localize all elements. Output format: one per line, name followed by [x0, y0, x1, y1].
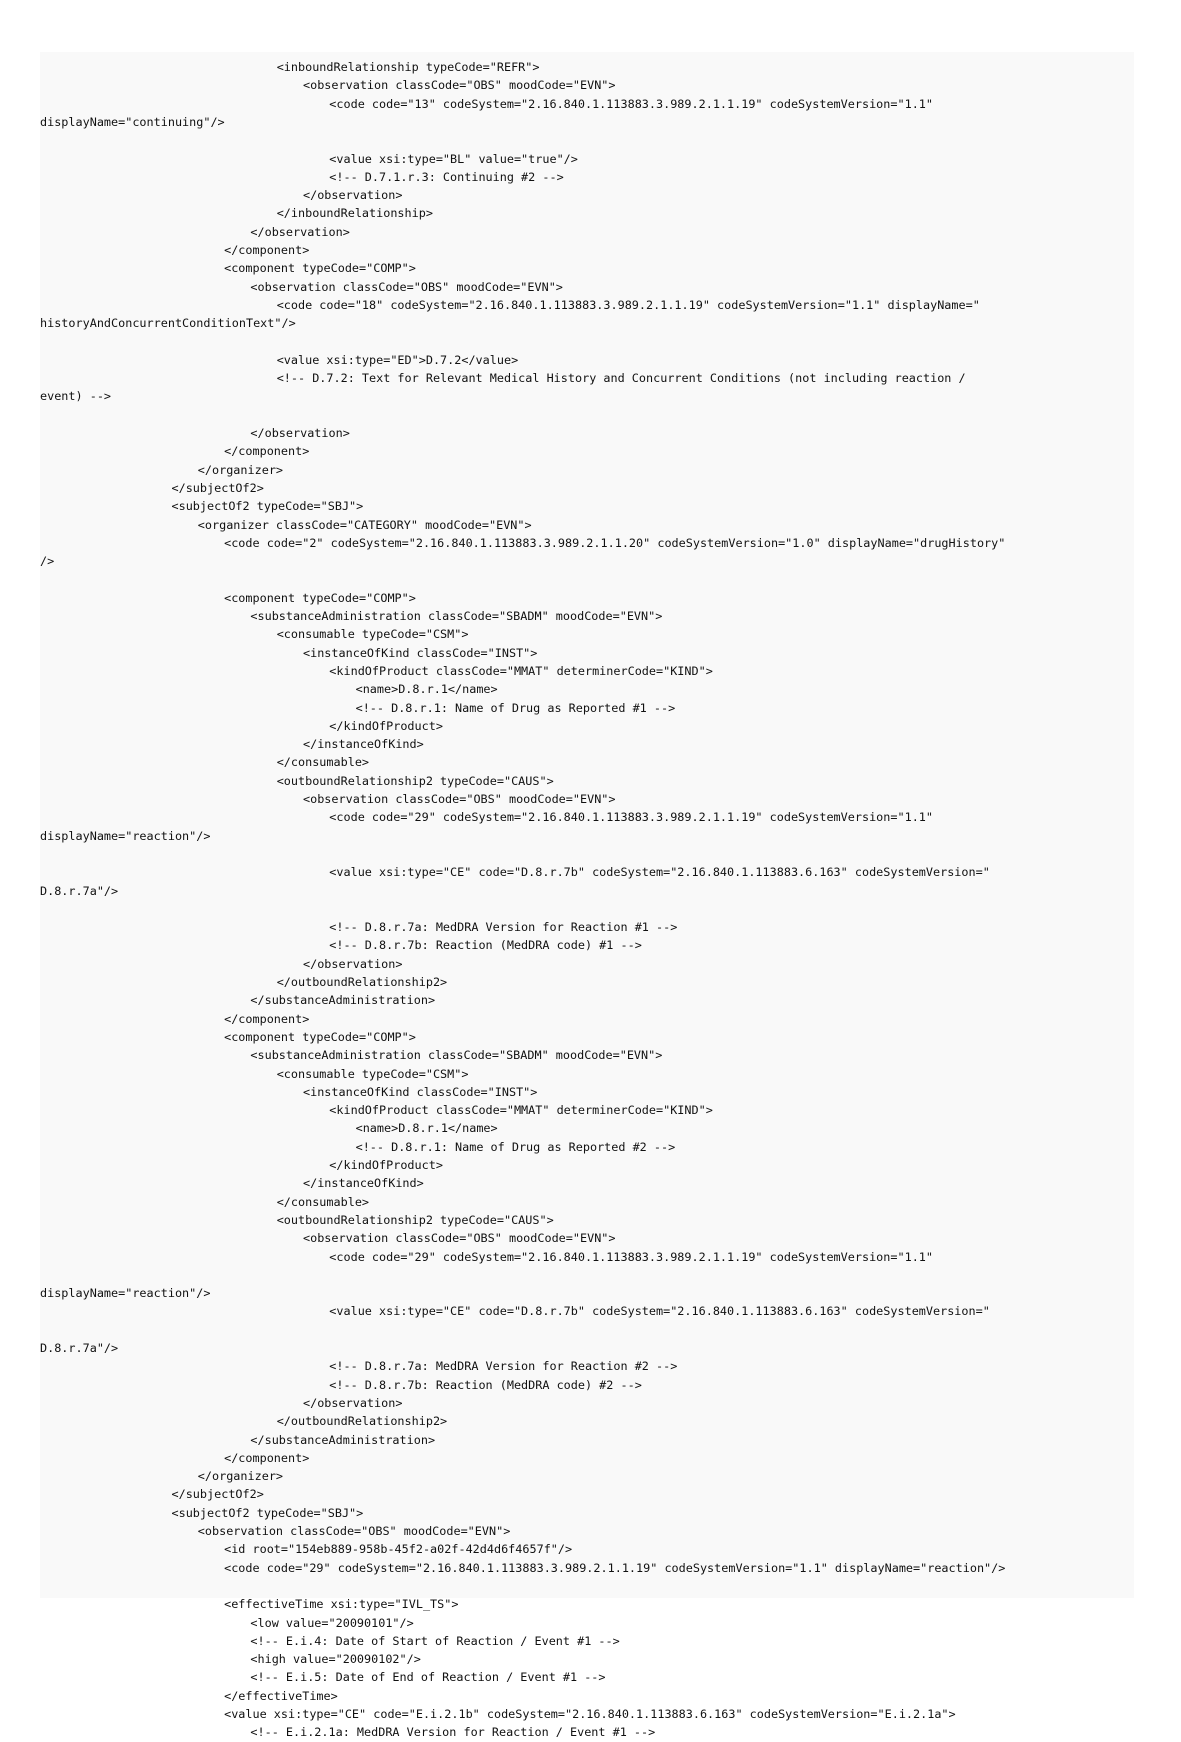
- code-line: </kindOfProduct>: [329, 718, 443, 733]
- code-line: displayName="continuing"/>: [40, 114, 225, 129]
- code-line: </component>: [224, 1450, 310, 1465]
- code-line: <kindOfProduct classCode="MMAT" determinerCode="KIND">: [329, 663, 713, 678]
- code-line: <code code="29" codeSystem="2.16.840.1.113883.3.989.2.1.1.19" codeSystemVersion="1.1" displayName="reaction"/>: [224, 1560, 1006, 1575]
- code-line: <code code="13" codeSystem="2.16.840.1.113883.3.989.2.1.1.19" codeSystemVersion="1.1": [329, 96, 933, 111]
- code-line: </component>: [224, 444, 310, 459]
- code-line: </observation>: [303, 1395, 403, 1410]
- code-line: <!-- E.i.2.1a: MedDRA Version for Reaction / Event #1 -->: [250, 1725, 656, 1740]
- code-line: </organizer>: [197, 1469, 284, 1484]
- code-line: </observation>: [250, 426, 350, 440]
- code-line: <code code="29" codeSystem="2.16.840.1.113883.3.989.2.1.1.19" codeSystemVersion="1.1": [329, 1249, 933, 1264]
- code-line: <!-- D.7.2: Text for Relevant Medical History and Concurrent Conditions (not including reaction /: [276, 371, 966, 386]
- code-line: </substanceAdministration>: [250, 1432, 436, 1447]
- code-line: <value xsi:type="CE" code="D.8.r.7b" codeSystem="2.16.840.1.113883.6.163" codeSystemVersion=": [329, 865, 990, 880]
- code-line: <component typeCode="COMP">: [224, 1029, 416, 1044]
- code-line: <inboundRelationship typeCode="REFR">: [276, 60, 540, 74]
- code-line: <!-- D.8.r.7a: MedDRA Version for Reaction #2 -->: [329, 1359, 678, 1374]
- code-line: </consumable>: [276, 1194, 370, 1209]
- code-line: <id root="154eb889-958b-45f2-a02f-42d4d6f4657f"/>: [224, 1542, 573, 1557]
- code-line: </observation>: [303, 956, 403, 971]
- code-line: </consumable>: [276, 755, 370, 770]
- code-line: <outboundRelationship2 typeCode="CAUS">: [276, 1212, 554, 1227]
- code-line: <code code="2" codeSystem="2.16.840.1.113883.3.989.2.1.1.20" codeSystemVersion="1.0" displayName="drugHistory": [224, 535, 1006, 550]
- code-line: </observation>: [303, 188, 403, 203]
- code-line: D.8.r.7a"/>: [40, 1341, 119, 1355]
- code-line: historyAndConcurrentConditionText"/>: [40, 316, 296, 331]
- code-line: <observation classCode="OBS" moodCode="EVN">: [250, 279, 563, 294]
- code-line: <component typeCode="COMP">: [224, 261, 416, 276]
- code-line: <value xsi:type="ED">D.7.2</value>: [276, 352, 519, 367]
- code-line: </component>: [224, 243, 310, 257]
- code-line: <name>D.8.r.1</name>: [355, 1121, 498, 1136]
- code-line: <!-- D.8.r.7b: Reaction (MedDRA code) #1 -->: [329, 938, 642, 953]
- code-line: <effectiveTime xsi:type="IVL_TS">: [224, 1597, 459, 1612]
- code-line: <value xsi:type="BL" value="true"/>: [329, 151, 578, 166]
- code-line: <observation classCode="OBS" moodCode="EVN">: [303, 78, 616, 93]
- code-line: event) -->: [40, 389, 112, 404]
- code-line: <substanceAdministration classCode="SBADM" moodCode="EVN">: [250, 609, 663, 623]
- code-line: <!-- D.8.r.7a: MedDRA Version for Reaction #1 -->: [329, 920, 678, 935]
- code-line: </effectiveTime>: [224, 1688, 338, 1703]
- code-line: <!-- D.8.r.1: Name of Drug as Reported #2 -->: [355, 1139, 676, 1154]
- code-line: />: [40, 554, 55, 569]
- code-line: <consumable typeCode="CSM">: [276, 1066, 469, 1081]
- code-line: displayName="reaction"/>: [40, 828, 211, 843]
- code-line: <organizer classCode="CATEGORY" moodCode="EVN">: [197, 517, 532, 532]
- code-line: <name>D.8.r.1</name>: [355, 682, 498, 697]
- code-line: <instanceOfKind classCode="INST">: [303, 645, 538, 660]
- code-line: <value xsi:type="CE" code="E.i.2.1b" codeSystem="2.16.840.1.113883.6.163" codeSystemVersion="E.i.2.1a">: [224, 1707, 956, 1721]
- code-line: </outboundRelationship2>: [276, 1414, 448, 1429]
- code-line: <!-- D.8.r.1: Name of Drug as Reported #1 -->: [355, 700, 676, 715]
- code-line: <observation classCode="OBS" moodCode="EVN">: [197, 1524, 511, 1538]
- code-line: </subjectOf2>: [171, 480, 264, 495]
- code-line: <substanceAdministration classCode="SBADM" moodCode="EVN">: [250, 1048, 663, 1063]
- code-line: </instanceOfKind>: [303, 1176, 424, 1191]
- code-line: <code code="18" codeSystem="2.16.840.1.113883.3.989.2.1.1.19" codeSystemVersion="1.1" displayName=": [276, 297, 980, 312]
- code-line: </instanceOfKind>: [303, 737, 424, 752]
- code-line: <component typeCode="COMP">: [224, 590, 416, 605]
- code-line: <code code="29" codeSystem="2.16.840.1.113883.3.989.2.1.1.19" codeSystemVersion="1.1": [329, 810, 933, 825]
- code-line: <value xsi:type="CE" code="D.8.r.7b" codeSystem="2.16.840.1.113883.6.163" codeSystemVersion=": [329, 1304, 990, 1319]
- code-line: </subjectOf2>: [171, 1487, 264, 1502]
- code-line: <subjectOf2 typeCode="SBJ">: [171, 1505, 364, 1520]
- code-line: <outboundRelationship2 typeCode="CAUS">: [276, 773, 554, 788]
- code-line: <!-- D.7.1.r.3: Continuing #2 -->: [329, 169, 564, 184]
- code-line: <low value="20090101"/>: [250, 1615, 414, 1630]
- code-line: <kindOfProduct classCode="MMAT" determinerCode="KIND">: [329, 1103, 713, 1118]
- code-line: </kindOfProduct>: [329, 1158, 443, 1172]
- code-line: <!-- E.i.4: Date of Start of Reaction / Event #1 -->: [250, 1633, 620, 1648]
- code-line: D.8.r.7a"/>: [40, 883, 119, 898]
- code-line: <observation classCode="OBS" moodCode="EVN">: [303, 792, 616, 806]
- code-line: <!-- E.i.5: Date of End of Reaction / Event #1 -->: [250, 1670, 606, 1685]
- code-line: <subjectOf2 typeCode="SBJ">: [171, 499, 364, 514]
- code-line: <consumable typeCode="CSM">: [276, 627, 469, 642]
- code-line: <!-- D.8.r.7b: Reaction (MedDRA code) #2 -->: [329, 1377, 642, 1392]
- code-line: displayName="reaction"/>: [40, 1286, 211, 1301]
- code-line: </component>: [224, 1011, 310, 1026]
- code-line: <instanceOfKind classCode="INST">: [303, 1084, 538, 1099]
- code-line: </inboundRelationship>: [276, 206, 433, 221]
- code-line: </outboundRelationship2>: [276, 975, 448, 989]
- code-line: <observation classCode="OBS" moodCode="EVN">: [303, 1231, 616, 1246]
- code-line: <high value="20090102"/>: [250, 1652, 421, 1667]
- code-line: </organizer>: [197, 462, 284, 477]
- code-line: </substanceAdministration>: [250, 993, 436, 1008]
- code-line: </observation>: [250, 224, 350, 239]
